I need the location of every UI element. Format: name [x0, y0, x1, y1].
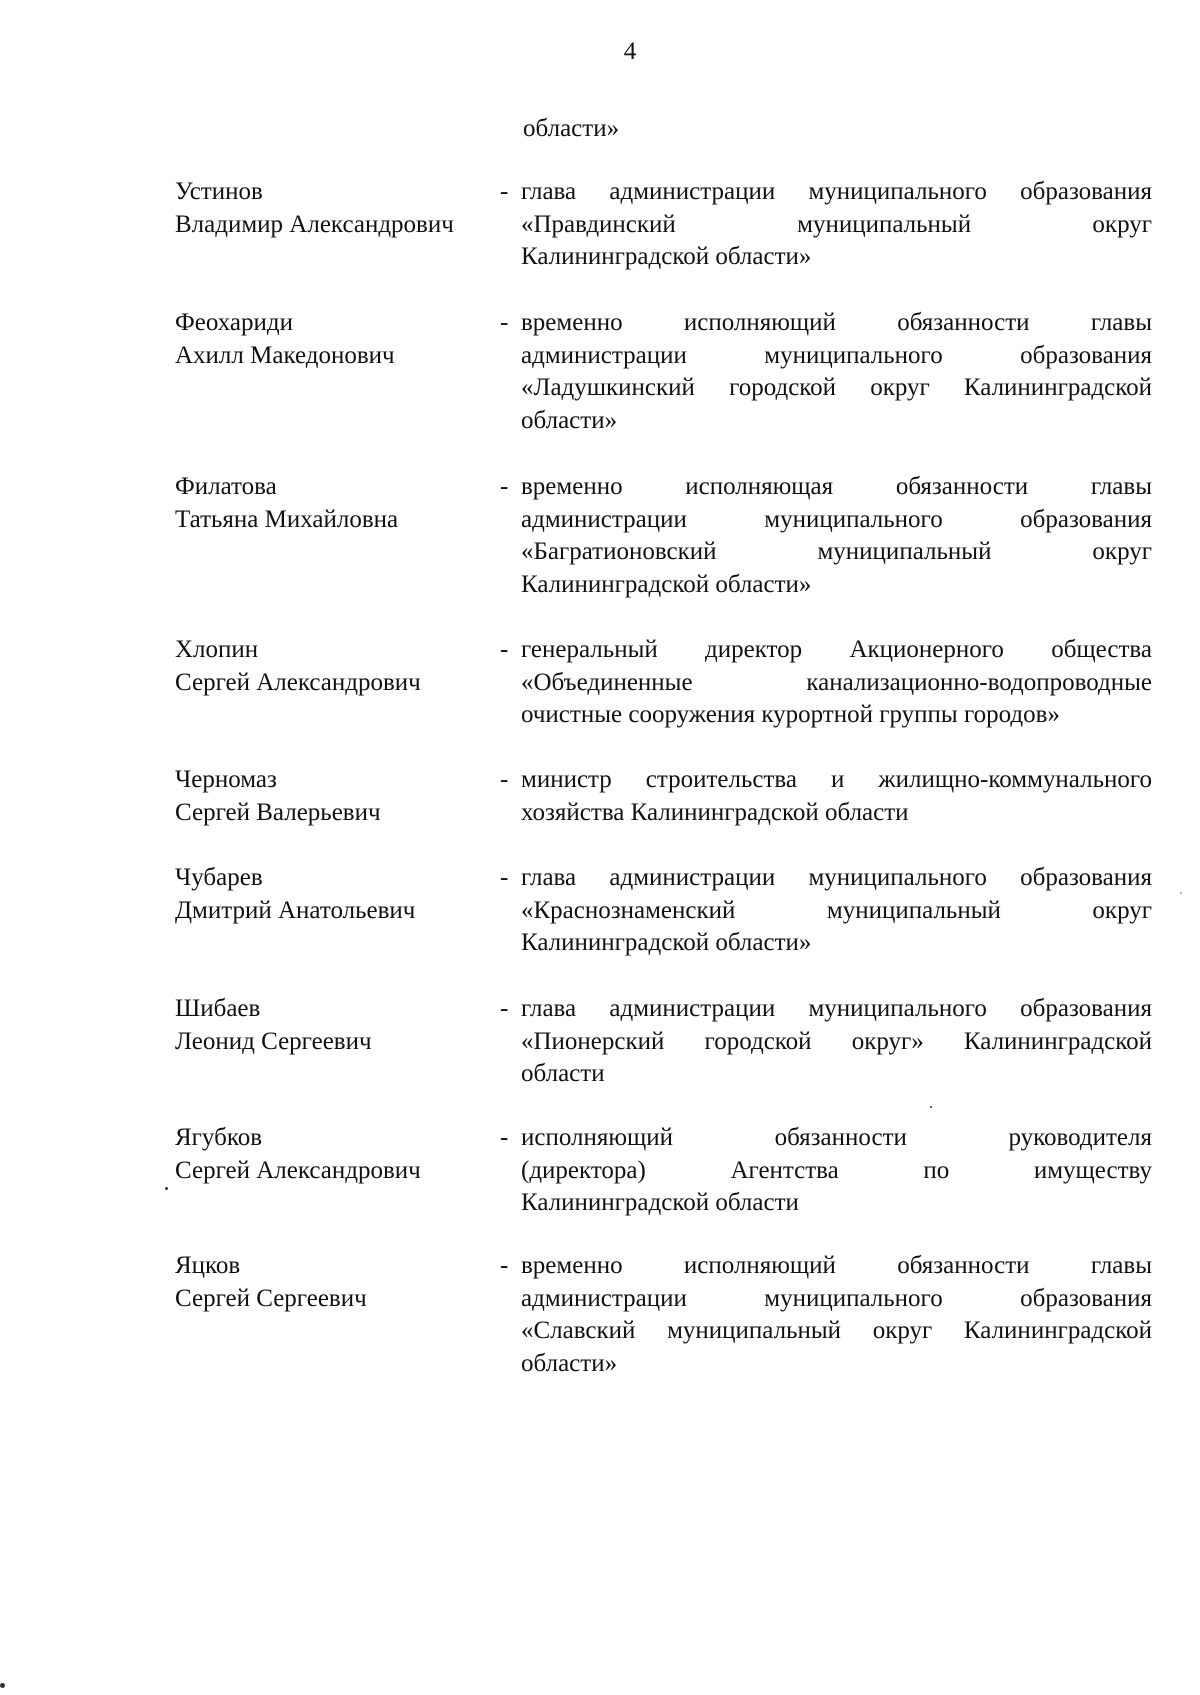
- person-name: [175, 176, 495, 241]
- role-line: администрации муниципального образования: [521, 1284, 1152, 1312]
- person-name: [175, 307, 495, 372]
- scan-speck: [0, 1683, 5, 1688]
- role-description: [521, 1250, 1152, 1381]
- person-name: [175, 993, 495, 1058]
- dash-separator: -: [500, 864, 509, 891]
- role-line: Калининградской области»: [521, 243, 812, 271]
- person-name: [175, 862, 495, 927]
- surname: Устинов: [175, 178, 263, 205]
- role-description: [521, 307, 1152, 438]
- role-line: (директора) Агентства по имуществу: [521, 1156, 1152, 1184]
- surname: Черномаз: [175, 766, 277, 793]
- role-line: исполняющий обязанности руководителя: [521, 1124, 1152, 1151]
- role-line: «Ладушкинский городской округ Калининградской: [521, 374, 1152, 402]
- person-name: [175, 1122, 495, 1187]
- role-line: Калининградской области»: [521, 571, 812, 599]
- role-line: «Багратионовский муниципальный округ: [521, 538, 1152, 566]
- role-line: хозяйства Калининградской области: [521, 798, 909, 826]
- role-line: «Славский муниципальный округ Калининградской: [521, 1317, 1152, 1345]
- role-line: области: [521, 1060, 605, 1088]
- role-description: [521, 862, 1152, 960]
- role-line: Калининградской области»: [521, 929, 812, 957]
- role-description: [521, 1122, 1152, 1220]
- role-line: генеральный директор Акционерного общества: [521, 636, 1152, 663]
- role-line: временно исполняющий обязанности главы: [521, 1252, 1152, 1279]
- role-line: области»: [521, 1350, 618, 1378]
- role-line: области»: [521, 407, 618, 435]
- dash-separator: -: [500, 178, 509, 205]
- role-line: «Пионерский городской округ» Калининградской: [521, 1027, 1152, 1055]
- role-line: «Правдинский муниципальный округ: [521, 210, 1152, 238]
- given-names: Сергей Валерьевич: [175, 798, 381, 826]
- page-number: 4: [623, 38, 637, 65]
- role-line: администрации муниципального образования: [521, 505, 1152, 533]
- surname: Хлопин: [175, 636, 259, 663]
- dash-separator: -: [500, 473, 509, 500]
- dash-separator: -: [500, 766, 509, 793]
- role-description: [521, 993, 1152, 1091]
- dash-separator: -: [500, 1124, 509, 1151]
- surname: Яцков: [175, 1252, 241, 1279]
- surname: Чубарев: [175, 864, 263, 891]
- role-line: администрации муниципального образования: [521, 341, 1152, 369]
- role-line: очистные сооружения курортной группы городов»: [521, 701, 1060, 729]
- scan-speck: [930, 1106, 932, 1108]
- role-line: «Объединенные канализационно-водопроводные: [521, 668, 1152, 696]
- surname: Ягубков: [175, 1124, 262, 1151]
- given-names: Татьяна Михайловна: [175, 505, 399, 533]
- continuation-text: области»: [523, 115, 620, 142]
- role-line: временно исполняющий обязанности главы: [521, 309, 1152, 336]
- role-line: «Краснознаменский муниципальный округ: [521, 896, 1152, 924]
- role-line: глава администрации муниципального образования: [521, 178, 1152, 205]
- role-line: министр строительства и жилищно-коммунального: [521, 766, 1152, 793]
- dash-separator: -: [500, 1252, 509, 1279]
- role-line: глава администрации муниципального образования: [521, 995, 1152, 1022]
- dash-separator: -: [500, 309, 509, 336]
- given-names: Владимир Александрович: [175, 210, 454, 238]
- role-description: [521, 176, 1152, 274]
- surname: Шибаев: [175, 995, 261, 1022]
- role-description: [521, 634, 1152, 732]
- given-names: Ахилл Македонович: [175, 341, 395, 369]
- person-name: [175, 471, 495, 536]
- person-name: [175, 1250, 495, 1315]
- surname: Филатова: [175, 473, 277, 500]
- role-line: Калининградской области: [521, 1189, 799, 1217]
- given-names: Сергей Александрович: [175, 668, 421, 696]
- scan-speck: [1180, 892, 1182, 894]
- role-line: временно исполняющая обязанности главы: [521, 473, 1152, 500]
- dash-separator: -: [500, 636, 509, 663]
- given-names: Дмитрий Анатольевич: [175, 896, 416, 924]
- role-line: глава администрации муниципального образования: [521, 864, 1152, 891]
- person-name: [175, 764, 495, 829]
- role-description: [521, 764, 1152, 829]
- role-description: [521, 471, 1152, 602]
- person-name: [175, 634, 495, 699]
- scan-speck: [165, 1187, 168, 1190]
- given-names: Сергей Сергеевич: [175, 1284, 367, 1312]
- dash-separator: -: [500, 995, 509, 1022]
- given-names: Сергей Александрович: [175, 1156, 421, 1184]
- surname: Феохариди: [175, 309, 293, 336]
- given-names: Леонид Сергеевич: [175, 1027, 372, 1055]
